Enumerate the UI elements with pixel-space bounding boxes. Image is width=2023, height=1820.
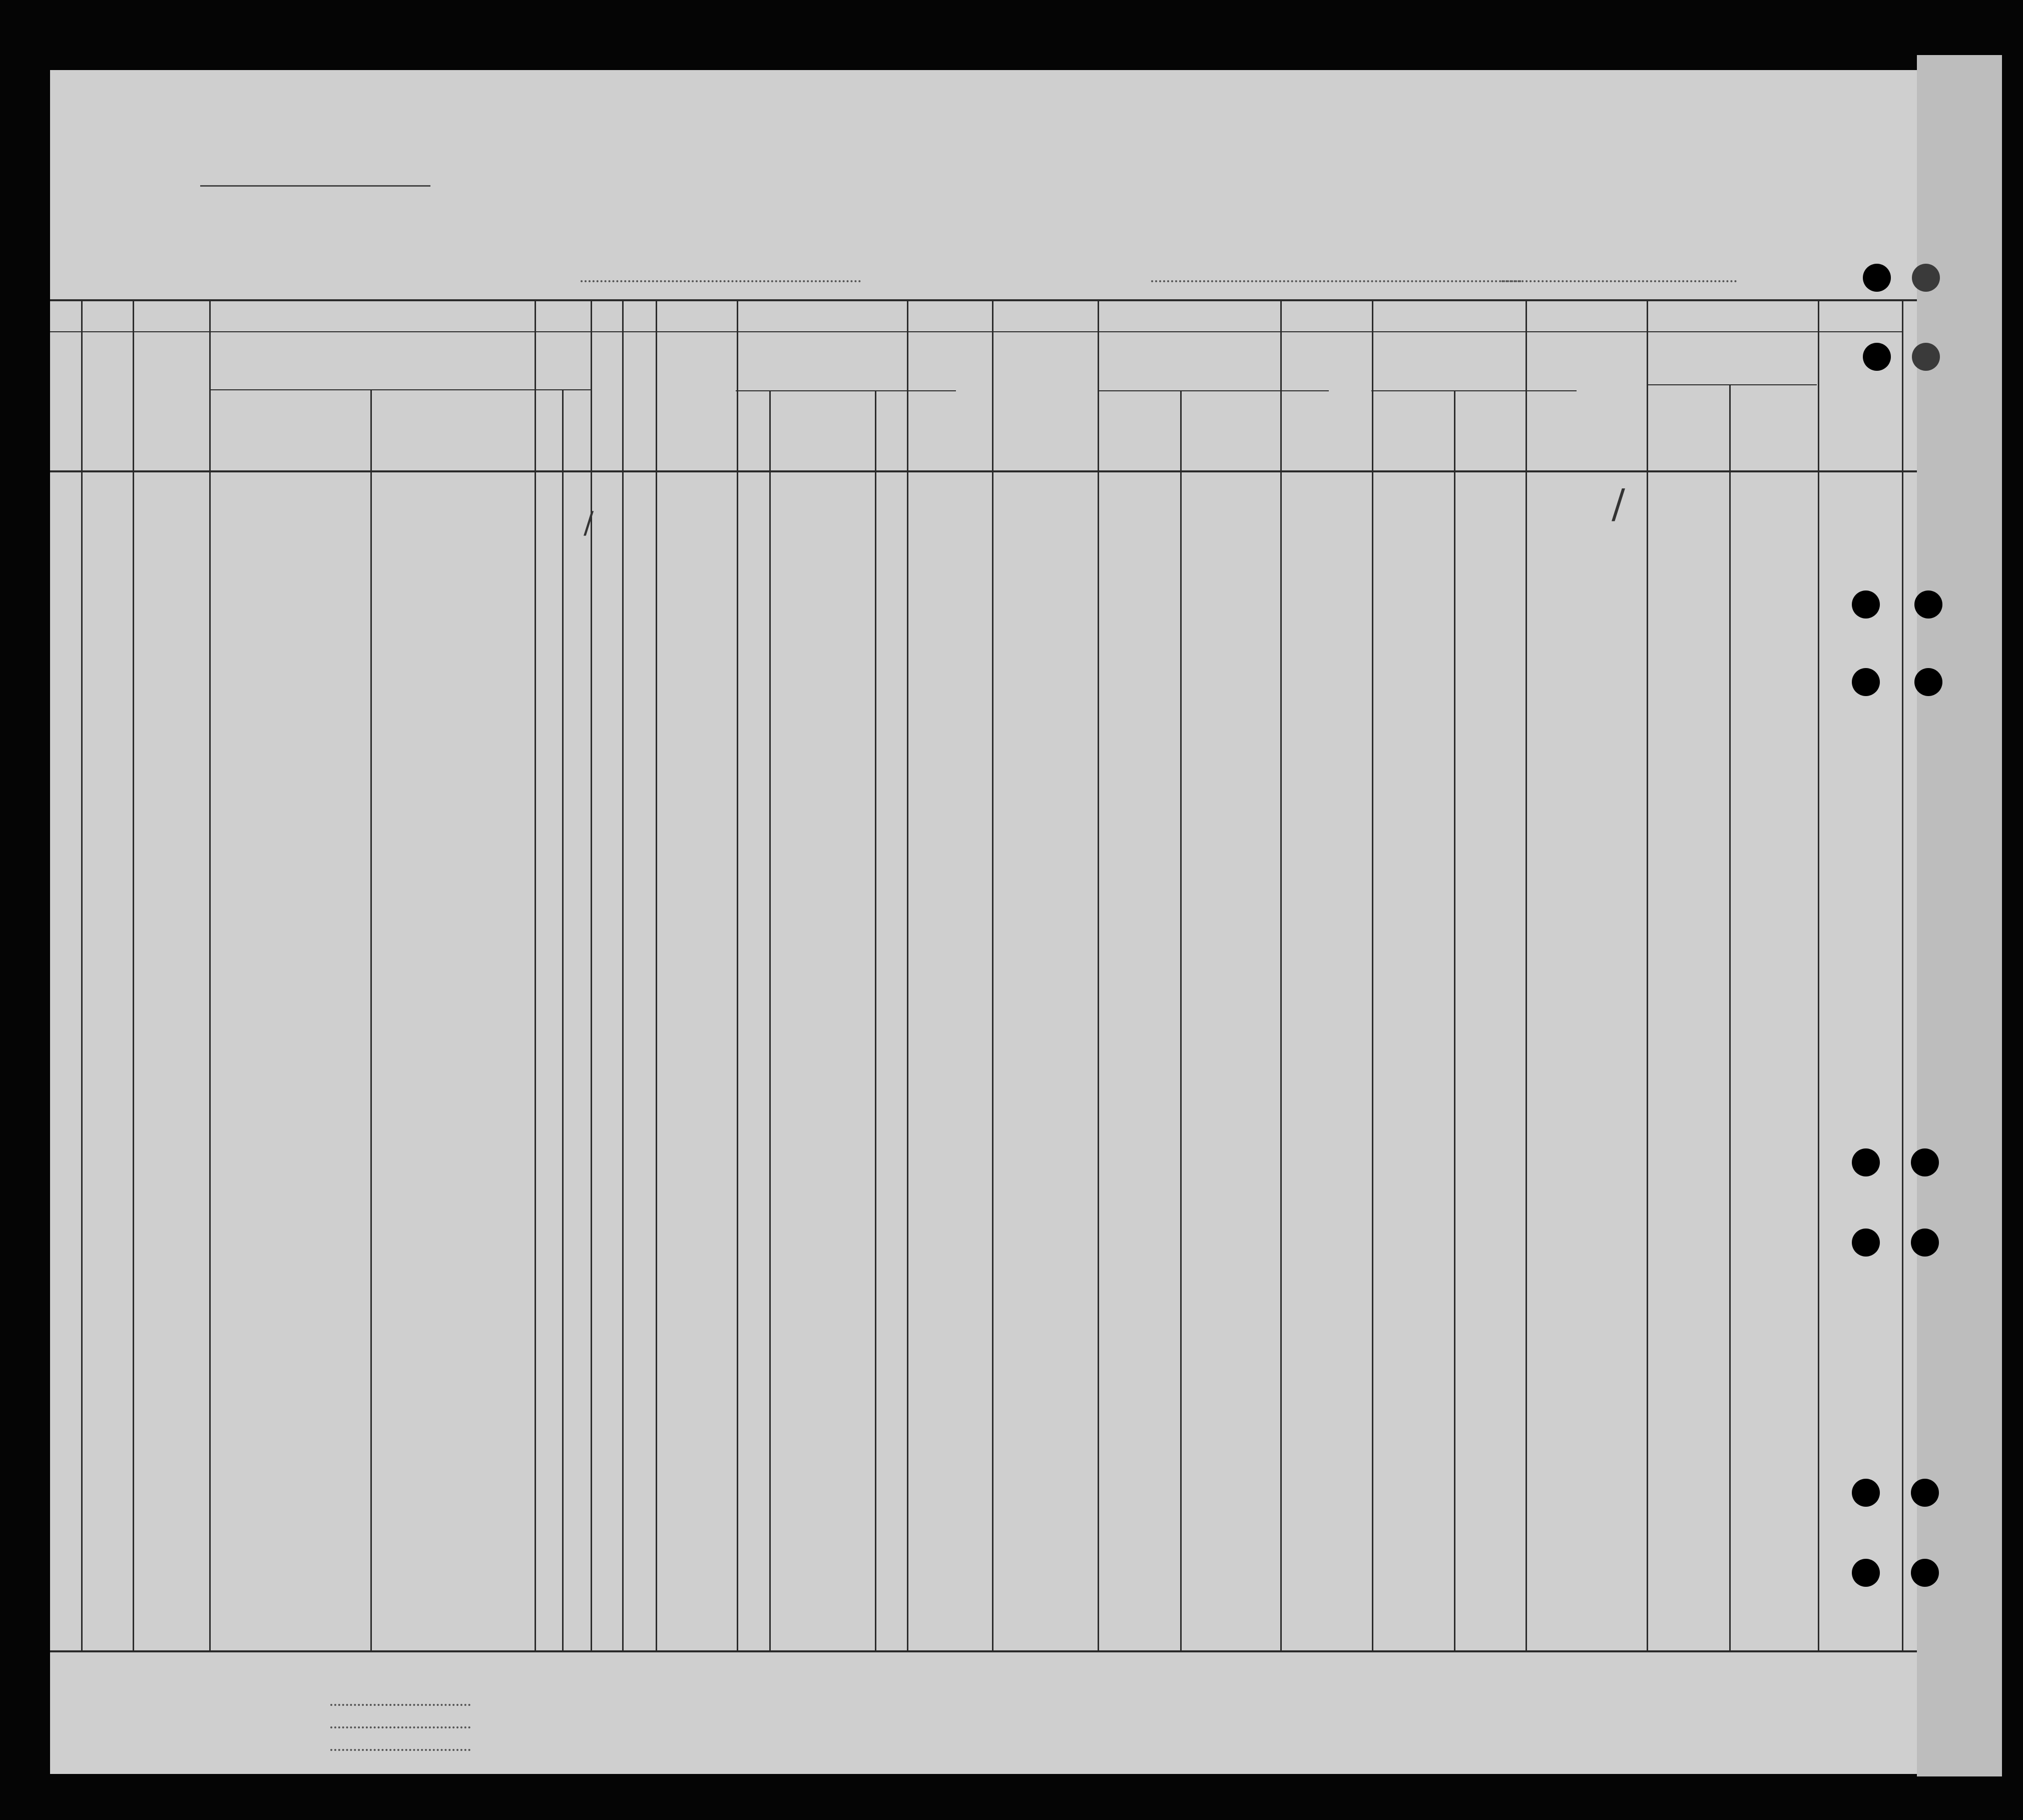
punch-hole	[1911, 1559, 1939, 1587]
passenger-table	[50, 70, 1917, 1774]
table-top-border	[50, 299, 1917, 301]
residence-subheader-line	[1647, 384, 1817, 385]
punch-hole	[1912, 264, 1940, 292]
col-divider	[1372, 299, 1373, 1650]
col-divider	[1729, 384, 1731, 1650]
name-subheader-line	[210, 389, 591, 390]
punch-hole	[1852, 668, 1880, 696]
able-subheader-line	[736, 390, 956, 391]
punch-hole	[1914, 668, 1942, 696]
punch-hole	[1852, 1479, 1880, 1507]
punch-hole	[1911, 1479, 1939, 1507]
header-bottom-border	[50, 470, 1917, 472]
col-divider	[1818, 299, 1819, 1650]
manifest-sheet	[50, 70, 1917, 1774]
col-divider	[1526, 299, 1527, 1650]
residence-slash: /	[1612, 480, 1625, 527]
punch-hole	[1863, 264, 1891, 292]
us-citizens-line	[330, 1726, 470, 1728]
punch-hole	[1852, 1148, 1880, 1176]
punch-hole	[1912, 343, 1940, 371]
col-divider	[1902, 299, 1903, 1650]
col-divider	[133, 299, 134, 1650]
issued-subheader-line	[1371, 390, 1577, 391]
punch-hole	[1852, 1229, 1880, 1257]
col-divider	[1280, 299, 1282, 1650]
punch-hole	[1863, 343, 1891, 371]
birth-subheader-line	[1099, 390, 1329, 391]
col-divider	[1180, 390, 1182, 1650]
col-divider	[656, 299, 657, 1650]
punch-hole	[1852, 590, 1880, 619]
table-bottom-border	[50, 1650, 1917, 1652]
col-divider	[562, 389, 564, 1650]
col-divider	[591, 299, 592, 1650]
col-divider	[535, 299, 536, 1650]
col-divider	[1454, 390, 1455, 1650]
column-number-line	[50, 331, 1902, 332]
col-divider	[737, 299, 738, 1650]
aliens-line	[330, 1749, 470, 1751]
married-header	[624, 390, 654, 465]
col-divider	[769, 390, 771, 1650]
col-divider	[1647, 299, 1648, 1650]
punch-hole	[1852, 1559, 1880, 1587]
col-divider	[622, 299, 624, 1650]
punch-hole	[1911, 1229, 1939, 1257]
col-divider	[907, 299, 908, 1650]
col-divider	[370, 389, 372, 1650]
col-divider	[992, 299, 993, 1650]
total-passengers-line	[330, 1704, 470, 1706]
col-divider	[1098, 299, 1099, 1650]
adjacent-sheet	[1917, 55, 2002, 1776]
age-tick-mark: /	[584, 505, 594, 540]
col-divider	[875, 390, 876, 1650]
punch-hole	[1914, 590, 1942, 619]
col-divider	[209, 299, 211, 1650]
col-divider	[81, 299, 83, 1650]
punch-hole	[1911, 1148, 1939, 1176]
